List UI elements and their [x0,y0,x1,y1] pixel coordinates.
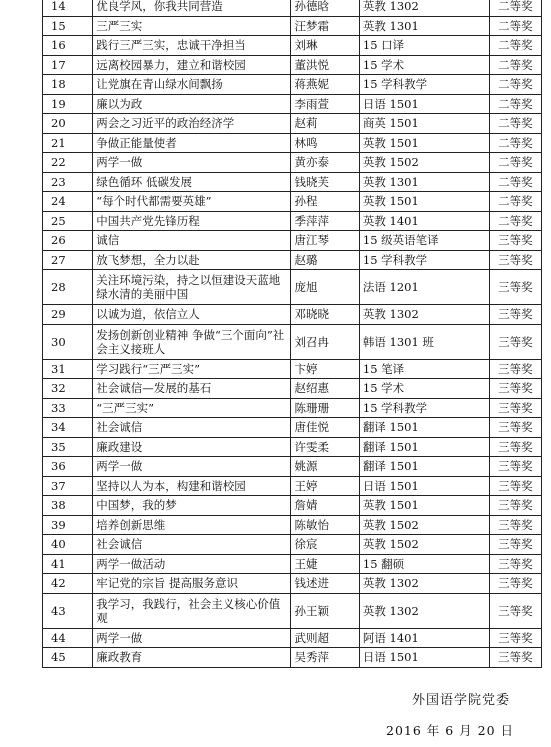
class-name: 英教 1501 [359,496,489,516]
award-level: 三等奖 [489,270,541,305]
row-number: 25 [43,211,93,231]
award-level: 二等奖 [489,94,541,114]
essay-title: “三严三实” [93,398,291,418]
class-name: 翻译 1501 [359,437,489,457]
table-row [43,231,542,251]
row-number: 40 [43,535,93,555]
author-name: 詹婧 [291,496,359,516]
row-number: 14 [43,0,93,16]
class-name: 日语 1501 [359,648,489,668]
class-name: 15 学术 [359,379,489,399]
table-row [43,437,542,457]
award-level: 三等奖 [489,231,541,251]
essay-title: 两学一做 [93,457,291,477]
essay-title: 两会之习近平的政治经济学 [93,114,291,134]
row-number: 37 [43,476,93,496]
author-name: 吴秀萍 [291,648,359,668]
award-level: 二等奖 [489,0,541,16]
award-level: 三等奖 [489,515,541,535]
row-number: 28 [43,270,93,305]
award-level: 二等奖 [489,16,541,36]
award-level: 三等奖 [489,554,541,574]
row-number: 21 [43,133,93,153]
author-name: 孙王颖 [291,593,359,628]
essay-title: 三严三实 [93,16,291,36]
table-row [43,172,542,192]
award-level: 二等奖 [489,36,541,56]
award-level: 二等奖 [489,153,541,173]
award-level: 三等奖 [489,535,541,555]
row-number: 15 [43,16,93,36]
essay-title: 两学一做 [93,628,291,648]
table-row [43,628,542,648]
class-name: 英教 1302 [359,0,489,16]
table-row [43,574,542,594]
essay-title: 廉政建设 [93,437,291,457]
award-level: 三等奖 [489,398,541,418]
essay-title: 中国梦，我的梦 [93,496,291,516]
essay-title: 诚信 [93,231,291,251]
class-name: 英教 1302 [359,305,489,325]
class-name: 15 级英语笔译 [359,231,489,251]
row-number: 45 [43,648,93,668]
essay-title: 社会诚信 [93,418,291,438]
row-number: 32 [43,379,93,399]
class-name: 商英 1501 [359,114,489,134]
table-row [43,398,542,418]
award-level: 三等奖 [489,437,541,457]
author-name: 唐佳悦 [291,418,359,438]
table-row [43,476,542,496]
row-number: 16 [43,36,93,56]
essay-title: 关注环境污染，持之以恒建设天蓝地绿水清的美丽中国 [93,270,291,305]
award-level: 二等奖 [489,172,541,192]
award-table-body [43,0,542,667]
author-name: 王婕 [291,554,359,574]
essay-title: 发扬创新创业精神 争做“三个面向”社会主义接班人 [93,324,291,359]
author-name: 孙德晗 [291,0,359,16]
table-row [43,379,542,399]
author-name: 钱晓芙 [291,172,359,192]
table-row [43,418,542,438]
author-name: 王婷 [291,476,359,496]
essay-title: 中国共产党先锋历程 [93,211,291,231]
author-name: 钱述进 [291,574,359,594]
table-row [43,114,542,134]
essay-title: 培养创新思维 [93,515,291,535]
class-name: 韩语 1301 班 [359,324,489,359]
award-level: 三等奖 [489,305,541,325]
row-number: 30 [43,324,93,359]
essay-title: 放飞梦想，全力以赴 [93,250,291,270]
table-row [43,250,542,270]
table-row [43,36,542,56]
class-name: 15 学科教学 [359,250,489,270]
date: 2016 年 6 月 20 日 [386,723,515,738]
table-row [43,305,542,325]
class-name: 英教 1502 [359,515,489,535]
author-name: 林鸣 [291,133,359,153]
essay-title: “每个时代都需要英雄” [93,192,291,212]
essay-title: 学习践行“三严三实” [93,359,291,379]
author-name: 赵璐 [291,250,359,270]
author-name: 赵莉 [291,114,359,134]
award-level: 三等奖 [489,359,541,379]
row-number: 31 [43,359,93,379]
award-level: 二等奖 [489,133,541,153]
row-number: 41 [43,554,93,574]
author-name: 蒋燕妮 [291,75,359,95]
award-level: 二等奖 [489,211,541,231]
award-level: 三等奖 [489,457,541,477]
author-name: 邓晓晓 [291,305,359,325]
author-name: 董洪悦 [291,55,359,75]
table-row [43,515,542,535]
award-level: 三等奖 [489,418,541,438]
author-name: 卞婷 [291,359,359,379]
award-level: 二等奖 [489,75,541,95]
table-row [43,359,542,379]
table-row [43,535,542,555]
table-row [43,496,542,516]
row-number: 18 [43,75,93,95]
essay-title: 让党旗在青山绿水间飘扬 [93,75,291,95]
table-row [43,16,542,36]
essay-title: 廉政教育 [93,648,291,668]
essay-title: 我学习，我践行，社会主义核心价值观 [93,593,291,628]
row-number: 26 [43,231,93,251]
author-name: 徐宸 [291,535,359,555]
award-level: 二等奖 [489,114,541,134]
author-name: 许雯柔 [291,437,359,457]
table-row [43,648,542,668]
essay-title: 争做正能量使者 [93,133,291,153]
table-row [43,192,542,212]
class-name: 15 笔译 [359,359,489,379]
class-name: 翻译 1501 [359,418,489,438]
award-level: 二等奖 [489,55,541,75]
award-level: 三等奖 [489,574,541,594]
row-number: 29 [43,305,93,325]
table-row [43,457,542,477]
essay-title: 优良学风，你我共同营造 [93,0,291,16]
row-number: 34 [43,418,93,438]
class-name: 日语 1501 [359,94,489,114]
author-name: 孙程 [291,192,359,212]
class-name: 15 学术 [359,55,489,75]
award-level: 三等奖 [489,648,541,668]
table-row [43,153,542,173]
row-number: 19 [43,94,93,114]
essay-title: 廉以为政 [93,94,291,114]
class-name: 15 翻硕 [359,554,489,574]
author-name: 姚源 [291,457,359,477]
award-table [42,0,542,668]
row-number: 43 [43,593,93,628]
author-name: 汪梦霜 [291,16,359,36]
class-name: 15 口译 [359,36,489,56]
author-name: 李雨萱 [291,94,359,114]
award-level: 三等奖 [489,628,541,648]
class-name: 英教 1502 [359,153,489,173]
essay-title: 两学一做活动 [93,554,291,574]
table-row [43,55,542,75]
table-row [43,270,542,305]
author-name: 陈敏怡 [291,515,359,535]
table-row [43,324,542,359]
table-row [43,94,542,114]
author-name: 刘召冉 [291,324,359,359]
essay-title: 坚持以人为本，构建和谐校园 [93,476,291,496]
class-name: 法语 1201 [359,270,489,305]
table-row [43,554,542,574]
row-number: 44 [43,628,93,648]
table-row [43,0,542,16]
row-number: 35 [43,437,93,457]
row-number: 38 [43,496,93,516]
class-name: 英教 1301 [359,172,489,192]
class-name: 15 学科教学 [359,75,489,95]
signature: 外国语学院党委 [412,693,511,708]
class-name: 英教 1401 [359,211,489,231]
class-name: 英教 1302 [359,593,489,628]
class-name: 翻译 1501 [359,457,489,477]
row-number: 27 [43,250,93,270]
row-number: 17 [43,55,93,75]
class-name: 日语 1501 [359,476,489,496]
author-name: 刘琳 [291,36,359,56]
author-name: 武则超 [291,628,359,648]
author-name: 季萍萍 [291,211,359,231]
class-name: 阿语 1401 [359,628,489,648]
table-row [43,75,542,95]
award-level: 三等奖 [489,379,541,399]
essay-title: 践行三严三实，忠诚干净担当 [93,36,291,56]
author-name: 黄亦泰 [291,153,359,173]
class-name: 英教 1301 [359,16,489,36]
award-level: 三等奖 [489,496,541,516]
award-level: 三等奖 [489,593,541,628]
award-level: 三等奖 [489,324,541,359]
award-level: 三等奖 [489,476,541,496]
class-name: 英教 1501 [359,133,489,153]
class-name: 英教 1302 [359,574,489,594]
row-number: 42 [43,574,93,594]
class-name: 英教 1502 [359,535,489,555]
table-row [43,133,542,153]
author-name: 庞旭 [291,270,359,305]
essay-title: 牢记党的宗旨 提高服务意识 [93,574,291,594]
row-number: 20 [43,114,93,134]
table-row [43,211,542,231]
row-number: 39 [43,515,93,535]
row-number: 36 [43,457,93,477]
essay-title: 绿色循环 低碳发展 [93,172,291,192]
award-level: 二等奖 [489,192,541,212]
row-number: 24 [43,192,93,212]
essay-title: 以诚为道，依信立人 [93,305,291,325]
essay-title: 社会诚信—发展的基石 [93,379,291,399]
table-row [43,593,542,628]
class-name: 英教 1501 [359,192,489,212]
class-name: 15 学科教学 [359,398,489,418]
row-number: 23 [43,172,93,192]
essay-title: 两学一做 [93,153,291,173]
row-number: 22 [43,153,93,173]
author-name: 唐江琴 [291,231,359,251]
award-level: 三等奖 [489,250,541,270]
author-name: 陈珊珊 [291,398,359,418]
essay-title: 社会诚信 [93,535,291,555]
author-name: 赵绍惠 [291,379,359,399]
essay-title: 远离校园暴力，建立和谐校园 [93,55,291,75]
row-number: 33 [43,398,93,418]
